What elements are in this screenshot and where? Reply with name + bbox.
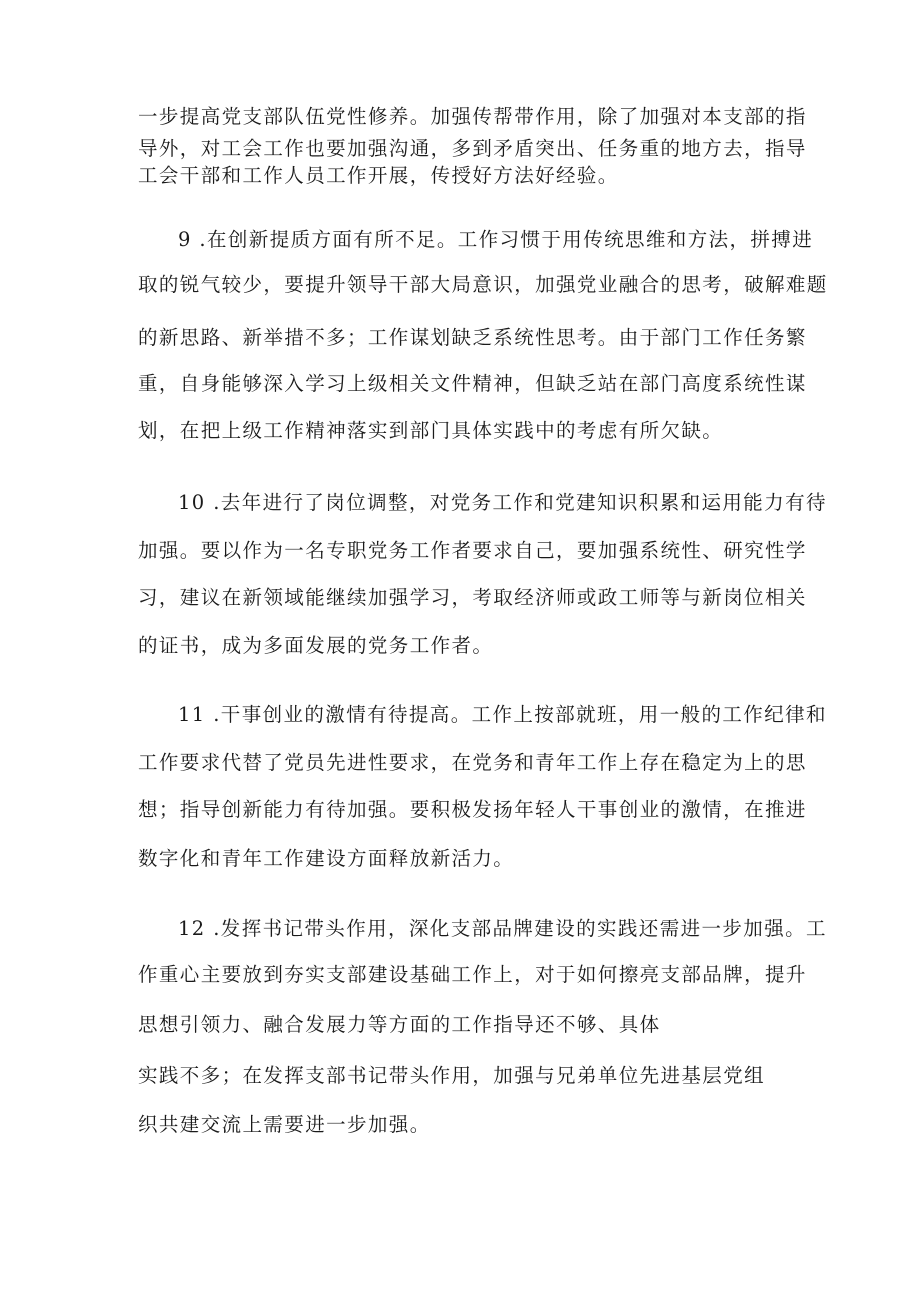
item-11-heading-line: 11 .干事创业的激情有待提高。工作上按部就班，用一般的工作纪律和 bbox=[178, 703, 827, 726]
text-line: 实践不多；在发挥支部书记带头作用，加强与兄弟单位先进基层党组 bbox=[138, 1064, 766, 1087]
text-line: 织共建交流上需要进一步加强。 bbox=[138, 1113, 431, 1136]
text-line: 的新思路、新举措不多；工作谋划缺乏系统性思考。由于部门工作任务繁 bbox=[138, 326, 807, 349]
text-line: 加强。要以作为一名专职党务工作者要求自己，要加强系统性、研究性学 bbox=[138, 539, 807, 562]
text-line: 工会干部和工作人员工作开展，传授好方法好经验。 bbox=[138, 164, 619, 187]
text-line: 一步提高党支部队伍党性修养。加强传帮带作用，除了加强对本支部的指 bbox=[138, 105, 807, 128]
text-line: 思想引领力、融合发展力等方面的工作指导还不够、具体 bbox=[138, 1013, 661, 1036]
text-line: 导外，对工会工作也要加强沟通，多到矛盾突出、任务重的地方去，指导 bbox=[138, 137, 807, 160]
item-9-heading-line: 9 .在创新提质方面有所不足。工作习惯于用传统思维和方法，拼搏进 bbox=[178, 228, 814, 251]
item-12-heading-line: 12 .发挥书记带头作用，深化支部品牌建设的实践还需进一步加强。工 bbox=[178, 917, 827, 940]
text-line: 作重心主要放到夯实支部建设基础工作上，对于如何擦亮支部品牌，提升 bbox=[138, 963, 807, 986]
text-line: 的证书，成为多面发展的党务工作者。 bbox=[138, 634, 494, 657]
text-line: 习，建议在新领域能继续加强学习，考取经济师或政工师等与新岗位相关 bbox=[138, 586, 807, 609]
item-10-heading-line: 10 .去年进行了岗位调整，对党务工作和党建知识积累和运用能力有待 bbox=[178, 491, 827, 514]
text-line: 想；指导创新能力有待加强。要积极发扬年轻人干事创业的激情，在推进 bbox=[138, 798, 807, 821]
text-line: 数字化和青年工作建设方面释放新活力。 bbox=[138, 847, 515, 870]
text-line: 重，自身能够深入学习上级相关文件精神，但缺乏站在部门高度系统性谋 bbox=[138, 372, 807, 395]
text-line: 工作要求代替了党员先进性要求，在党务和青年工作上存在稳定为上的思 bbox=[138, 751, 807, 774]
text-line: 划，在把上级工作精神落实到部门具体实践中的考虑有所欠缺。 bbox=[138, 419, 724, 442]
text-line: 取的锐气较少，要提升领导干部大局意识，加强党业融合的思考，破解难题 bbox=[138, 273, 828, 296]
